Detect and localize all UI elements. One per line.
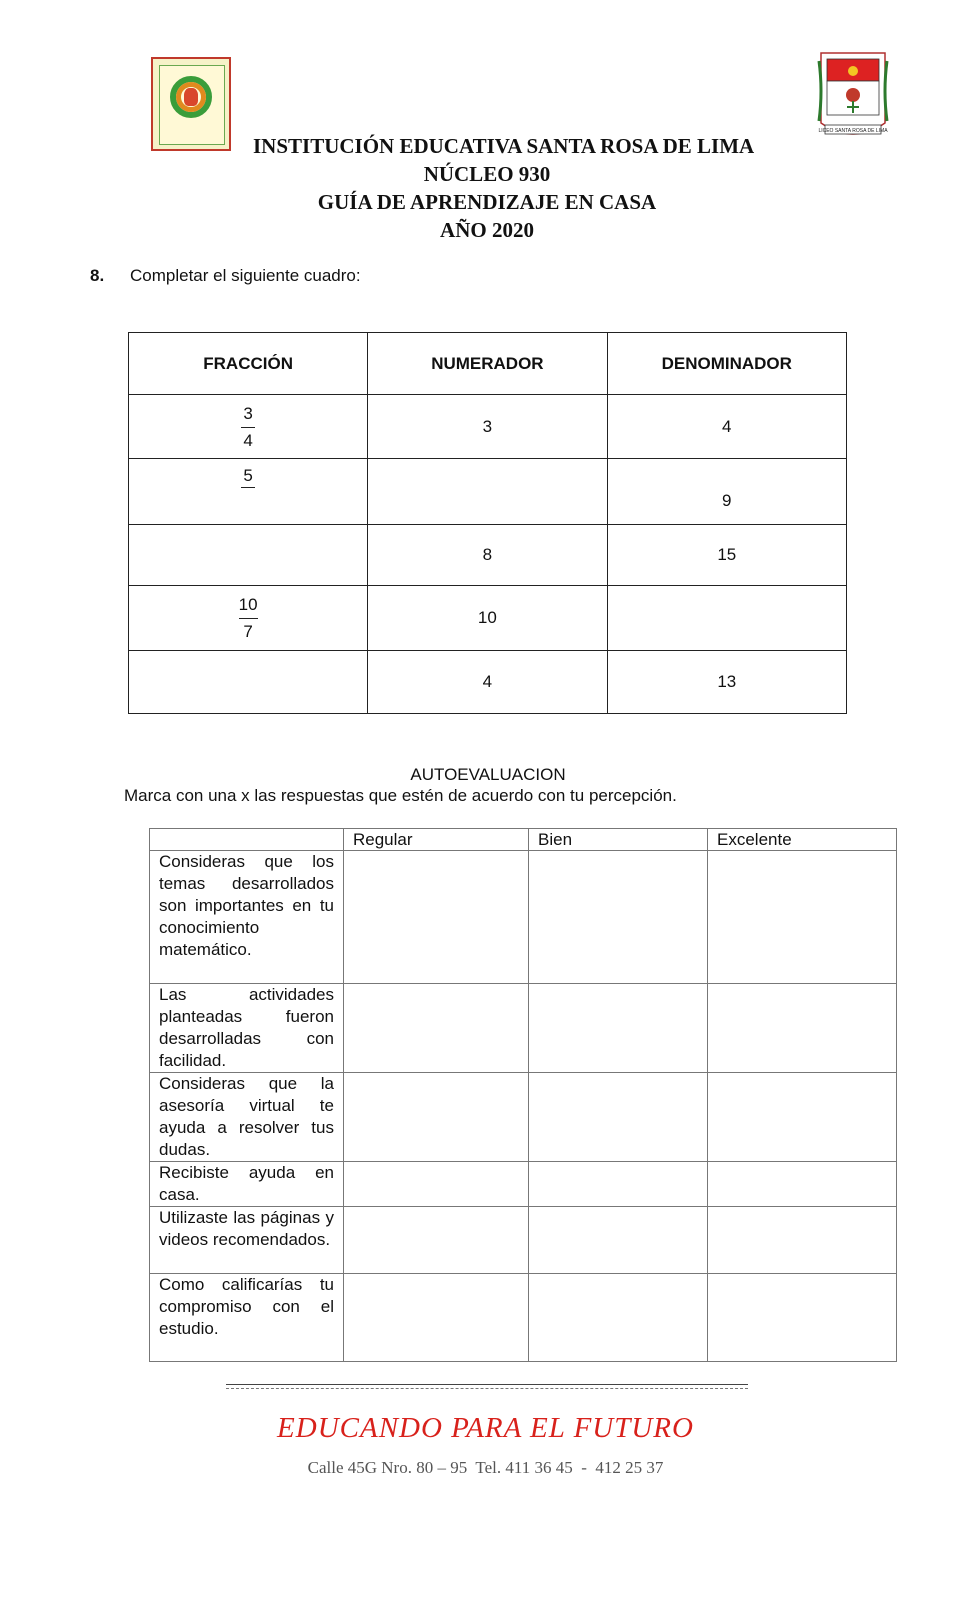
eval-row (150, 1274, 897, 1362)
eval-row (150, 1073, 897, 1162)
eval-cell-excelente[interactable] (708, 984, 897, 1073)
eval-statement: Recibiste ayuda en casa. (150, 1162, 344, 1207)
eval-statement: Como calificarías tu compromiso con el estudio. (150, 1274, 344, 1362)
eval-header-bien: Bien (529, 829, 708, 851)
institution-name: INSTITUCIÓN EDUCATIVA SANTA ROSA DE LIMA (253, 134, 755, 158)
self-evaluation-table (149, 828, 897, 1362)
fraction (239, 595, 258, 641)
guide-title: GUÍA DE APRENDIZAJE EN CASA (317, 190, 657, 214)
fraction (241, 466, 255, 491)
fraction-numerator: 10 (238, 595, 258, 614)
fraction-cell (129, 525, 368, 586)
eval-statement: Consideras que los temas desarrollados son importantes en tu conocimiento matemático. (150, 851, 344, 984)
table-row (129, 651, 847, 714)
fraction-numerator: 3 (243, 404, 253, 423)
eval-cell-bien[interactable] (529, 1162, 708, 1207)
numerator-cell (368, 459, 607, 525)
header-numerador: NUMERADOR (368, 333, 607, 395)
header-fraccion: FRACCIÓN (129, 333, 368, 395)
footer-address: Calle 45G Nro. 80 – 95 Tel. 411 36 45 - 412 25 37 (307, 1458, 664, 1477)
fraction-numerator: 5 (243, 466, 253, 485)
fraction (241, 404, 255, 450)
nucleo: NÚCLEO 930 (423, 162, 551, 186)
question-number: 8. (90, 266, 105, 285)
footer-divider-secondary (226, 1388, 748, 1389)
eval-statement: Las actividades planteadas fueron desarrolladas con facilidad. (150, 984, 344, 1073)
header-denominador: DENOMINADOR (607, 333, 846, 395)
fraction-denominator: 7 (243, 622, 253, 641)
eval-header-blank (150, 829, 344, 851)
eval-row (150, 1207, 897, 1274)
fraction-bar (239, 618, 258, 619)
eval-cell-bien[interactable] (529, 1073, 708, 1162)
autoevaluacion-title: AUTOEVALUACION (410, 765, 566, 784)
eval-cell-excelente[interactable] (708, 1274, 897, 1362)
eval-row (150, 984, 897, 1073)
fraction-cell (129, 395, 368, 459)
numerator-cell: 10 (368, 586, 607, 651)
eval-cell-bien[interactable] (529, 1207, 708, 1274)
logo-inner (159, 65, 225, 145)
eval-cell-regular[interactable] (344, 984, 529, 1073)
table-row (129, 525, 847, 586)
fraction-denominator: 4 (243, 431, 253, 450)
year: AÑO 2020 (440, 218, 534, 242)
eval-statement: Consideras que la asesoría virtual te ayuda a resolver tus dudas. (150, 1073, 344, 1162)
eval-header-regular: Regular (344, 829, 529, 851)
school-crest-right (817, 51, 889, 143)
logo-figure-icon (184, 88, 198, 106)
eval-cell-bien[interactable] (529, 984, 708, 1073)
school-logo-left (151, 57, 231, 151)
eval-header-row (150, 829, 897, 851)
table-header-row (129, 333, 847, 395)
table-row (129, 459, 847, 525)
eval-row (150, 851, 897, 984)
numerator-cell: 3 (368, 395, 607, 459)
denominator-cell: 4 (607, 395, 846, 459)
footer-divider (226, 1384, 748, 1385)
autoevaluacion-instruction: Marca con una x las respuestas que estén de acuerdo con tu percepción. (124, 786, 677, 805)
fraction-bar (241, 427, 255, 428)
eval-cell-bien[interactable] (529, 851, 708, 984)
eval-row (150, 1162, 897, 1207)
table-row (129, 586, 847, 651)
eval-header-excelente: Excelente (708, 829, 897, 851)
eval-cell-regular[interactable] (344, 851, 529, 984)
fraction-cell (129, 586, 368, 651)
eval-cell-regular[interactable] (344, 1274, 529, 1362)
eval-cell-regular[interactable] (344, 1207, 529, 1274)
eval-cell-excelente[interactable] (708, 1162, 897, 1207)
denominator-cell: 9 (607, 459, 846, 525)
footer-motto: EDUCANDO PARA EL FUTURO (277, 1412, 694, 1444)
eval-statement: Utilizaste las páginas y videos recomendados. (150, 1207, 344, 1274)
question-text: Completar el siguiente cuadro: (130, 266, 361, 285)
eval-cell-bien[interactable] (529, 1274, 708, 1362)
fraction-cell (129, 459, 368, 525)
denominator-cell: 15 (607, 525, 846, 586)
eval-cell-excelente[interactable] (708, 1073, 897, 1162)
fraction-table (128, 332, 847, 714)
denominator-cell: 13 (607, 651, 846, 714)
question-8 (90, 266, 361, 286)
numerator-cell: 4 (368, 651, 607, 714)
eval-cell-regular[interactable] (344, 1162, 529, 1207)
fraction-cell (129, 651, 368, 714)
fraction-bar (241, 487, 255, 488)
eval-cell-regular[interactable] (344, 1073, 529, 1162)
eval-cell-excelente[interactable] (708, 1207, 897, 1274)
table-row (129, 395, 847, 459)
denominator-cell (607, 586, 846, 651)
svg-text:LICEO SANTA ROSA DE LIMA: LICEO SANTA ROSA DE LIMA (818, 128, 888, 134)
numerator-cell: 8 (368, 525, 607, 586)
eval-cell-excelente[interactable] (708, 851, 897, 984)
